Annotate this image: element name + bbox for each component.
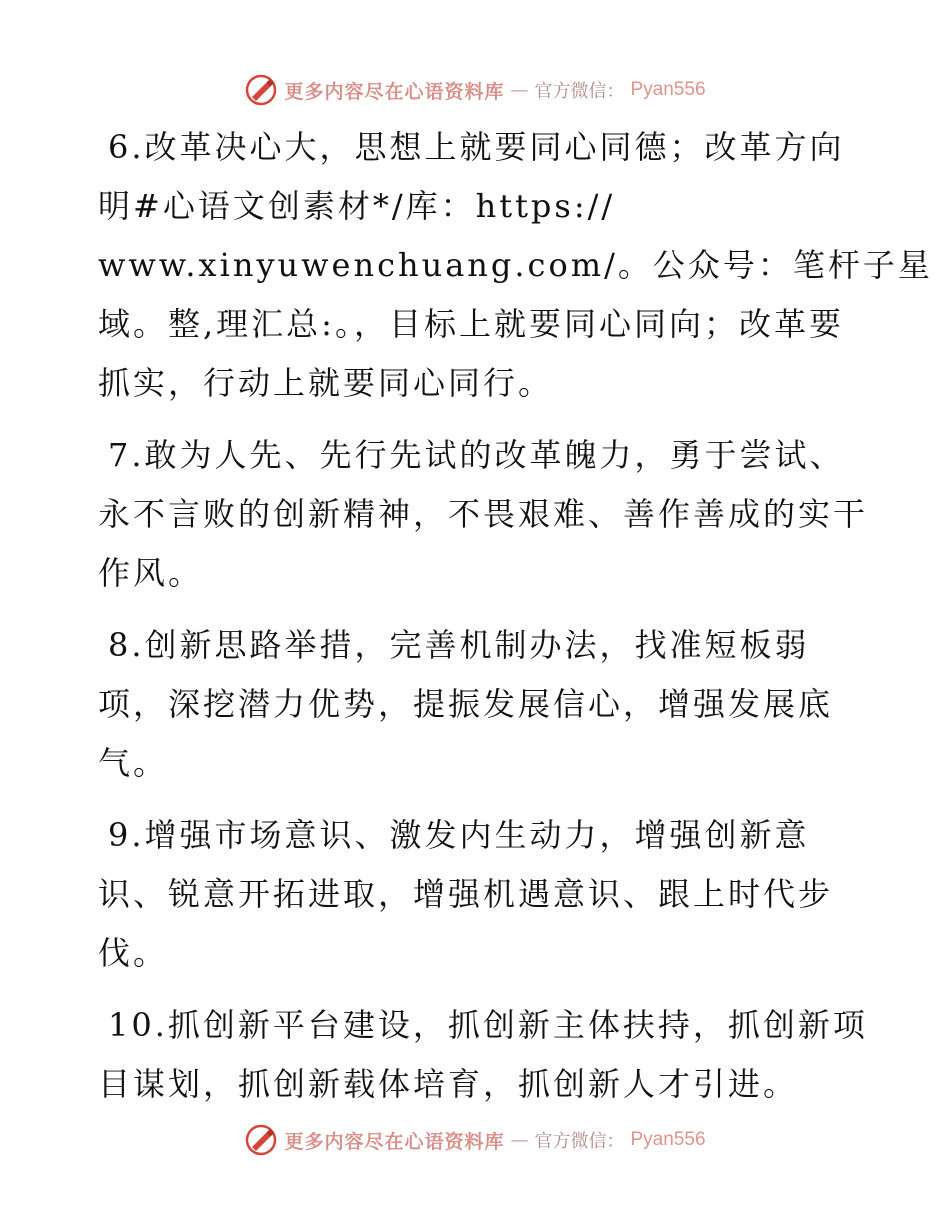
paragraph-line: 10.抓创新平台建设，抓创新主体扶持，抓创新项: [108, 1006, 868, 1044]
paragraph-7: [98, 426, 869, 603]
paragraph-line: 9.增强市场意识、激发内生动力，增强创新意: [108, 816, 810, 854]
watermark-dash: —: [510, 1129, 529, 1151]
paragraph-10: [98, 996, 868, 1114]
pen-logo-icon: [244, 73, 278, 107]
paragraph-line: 伐。: [98, 934, 169, 972]
paragraph-line: 作风。: [98, 554, 204, 592]
paragraph-8: [98, 616, 858, 793]
paragraph-line: 8.创新思路举措，完善机制办法，找准短板弱: [108, 626, 810, 664]
paragraph-line: 域。整,理汇总:。，目标上就要同心同向；改革要: [98, 305, 844, 343]
paragraph-line: 抓实，行动上就要同心同行。: [98, 364, 554, 402]
watermark-dash: —: [510, 79, 529, 101]
watermark-wechat-id: Pyan556: [630, 79, 706, 100]
paragraph-6: [98, 118, 933, 413]
paragraph-line: 目谋划，抓创新载体培育，抓创新人才引进。: [98, 1065, 799, 1103]
watermark-label: 官方微信：: [534, 81, 625, 102]
paragraph-line: 气。: [98, 744, 169, 782]
watermark-site-text: 更多内容尽在心语资料库: [284, 80, 505, 103]
watermark-wechat-id: Pyan556: [630, 1129, 706, 1150]
footer-watermark: [0, 1120, 950, 1160]
watermark-label: 官方微信：: [534, 1131, 625, 1152]
paragraph-line: 识、锐意开拓进取，增强机遇意识、跟上时代步: [98, 875, 834, 913]
paragraph-line: 永不言败的创新精神，不畏艰难、善作善成的实干: [98, 495, 869, 533]
pen-logo-icon: [244, 1123, 278, 1157]
header-watermark: [0, 70, 950, 110]
document-body: [98, 118, 933, 1127]
watermark-site-text: 更多内容尽在心语资料库: [284, 1130, 505, 1153]
paragraph-line: www.xinyuwenchuang.com/。公众号：笔杆子星: [98, 246, 933, 284]
paragraph-9: [98, 806, 858, 983]
paragraph-line: 7.敢为人先、先行先试的改革魄力，勇于尝试、: [108, 436, 845, 474]
paragraph-line: 明#心语文创素材*/库：https://: [98, 187, 616, 225]
paragraph-line: 项，深挖潜力优势，提振发展信心，增强发展底: [98, 685, 834, 723]
paragraph-line: 6.改革决心大，思想上就要同心同德；改革方向: [108, 128, 845, 166]
